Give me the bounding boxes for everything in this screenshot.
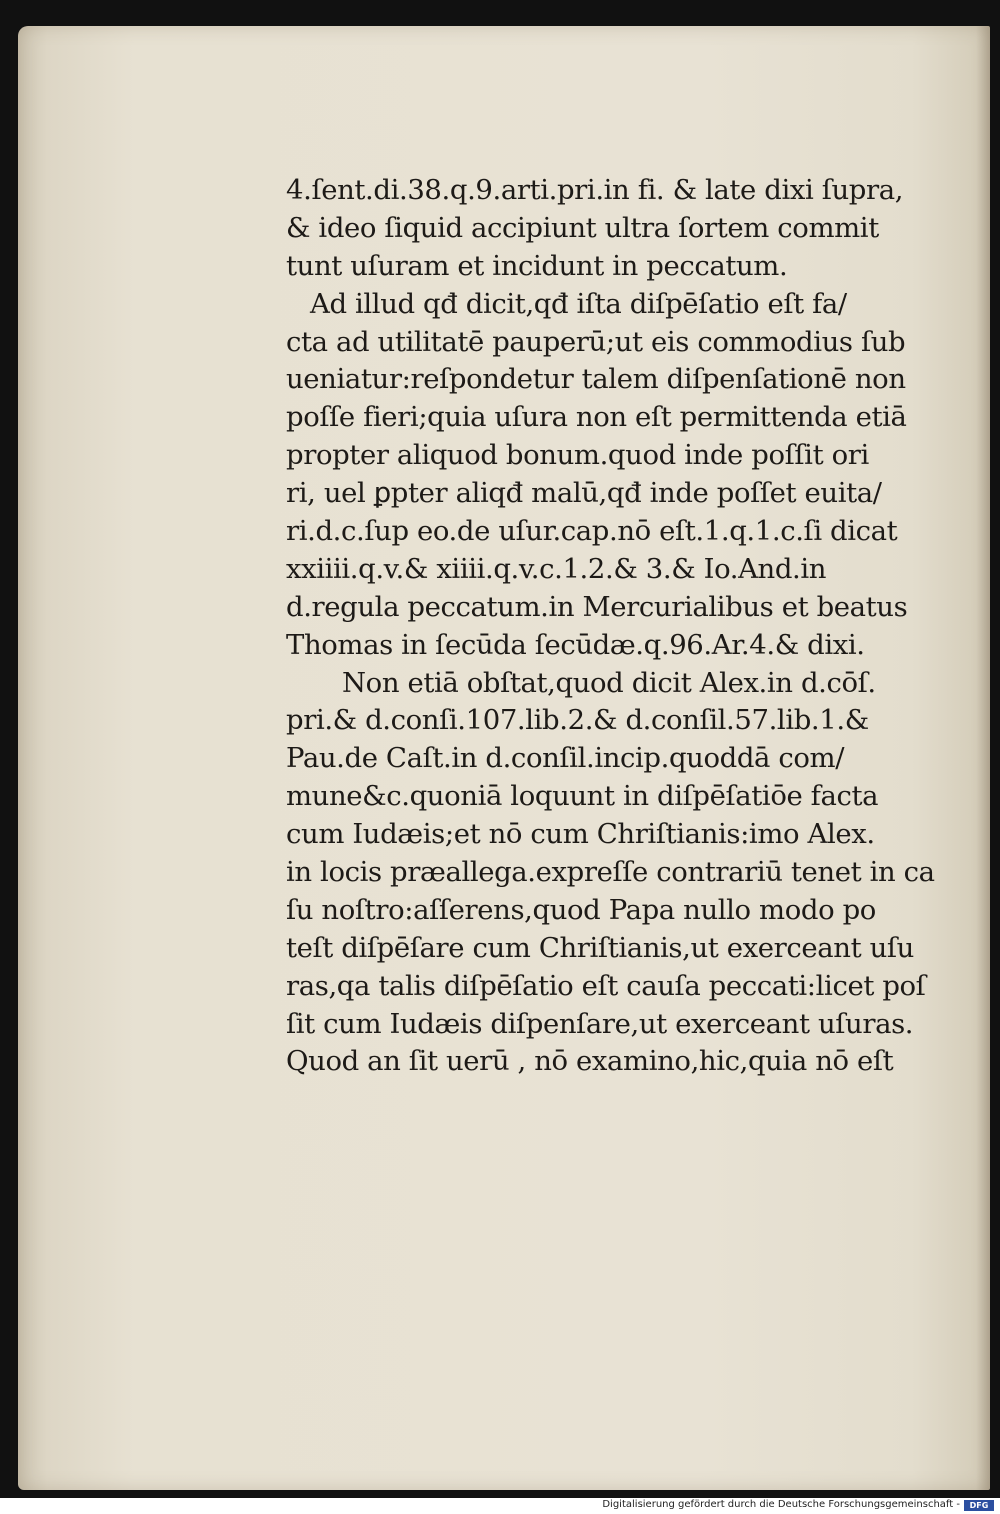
dfg-logo: DFG <box>964 1500 994 1511</box>
paragraph-start-line: Ad illud qđ dicit,qđ iſta diſpēſatio eſt fa/ <box>310 287 847 320</box>
text-line: ri.d.c.ſup eo.de uſur.cap.nō eſt.1.q.1.c.ſi dicat <box>286 515 898 548</box>
page-text-block <box>286 172 935 1081</box>
text-line: ri, uel ꝑpter aliqđ malū,qđ inde poſſet euita/ <box>286 477 882 510</box>
text-line: & ideo ſiquid accipiunt ultra ſortem commit <box>286 211 879 244</box>
text-line: pri.& d.conſi.107.lib.2.& d.conſil.57.lib.1.& <box>286 704 869 737</box>
footer-bar <box>0 1498 1000 1514</box>
text-line: ueniatur:reſpondetur talem diſpenſationē non <box>286 363 906 396</box>
text-line: cta ad utilitatē pauperū;ut eis commodius ſub <box>286 325 906 358</box>
text-line: xxiiii.q.v.& xiiii.q.v.c.1.2.& 3.& Io.And.in <box>286 552 827 585</box>
text-line: Thomas in ſecūda ſecūdæ.q.96.Ar.4.& dixi. <box>286 628 865 661</box>
text-line: ſit cum Iudæis diſpenſare,ut exerceant uſuras. <box>286 1007 914 1040</box>
text-line: teſt diſpēſare cum Chriſtianis,ut exerceant uſu <box>286 931 914 964</box>
text-line: ſu noſtro:aſſerens,quod Papa nullo modo po <box>286 893 876 926</box>
paragraph-start-line: Non etiā obſtat,quod dicit Alex.in d.cōſ. <box>342 666 876 699</box>
digitization-credit: Digitalisierung gefördert durch die Deutsche Forschungsgemeinschaft - <box>602 1499 960 1510</box>
text-line: Quod an ſit uerū , nō examino,hic,quia nō eſt <box>286 1045 894 1078</box>
text-line: d.regula peccatum.in Mercurialibus et beatus <box>286 590 908 623</box>
text-line: propter aliquod bonum.quod inde poſſit ori <box>286 439 869 472</box>
text-line: cum Iudæis;et nō cum Chriſtianis:imo Alex. <box>286 818 875 851</box>
text-line: in locis præallega.expreſſe contrariū tenet in ca <box>286 856 935 889</box>
text-line: mune&c.quoniā loquunt in diſpēſatiōe facta <box>286 780 879 813</box>
text-line: ras,qa talis diſpēſatio eſt cauſa peccati:licet poſ <box>286 969 926 1002</box>
text-line: Pau.de Caſt.in d.conſil.incip.quoddā com/ <box>286 742 845 775</box>
text-line: tunt uſuram et incidunt in peccatum. <box>286 249 788 282</box>
text-line: poſſe fieri;quia uſura non eſt permittenda etiā <box>286 401 907 434</box>
text-line: 4.ſent.di.38.q.9.arti.pri.in fi. & late dixi ſupra, <box>286 174 904 206</box>
